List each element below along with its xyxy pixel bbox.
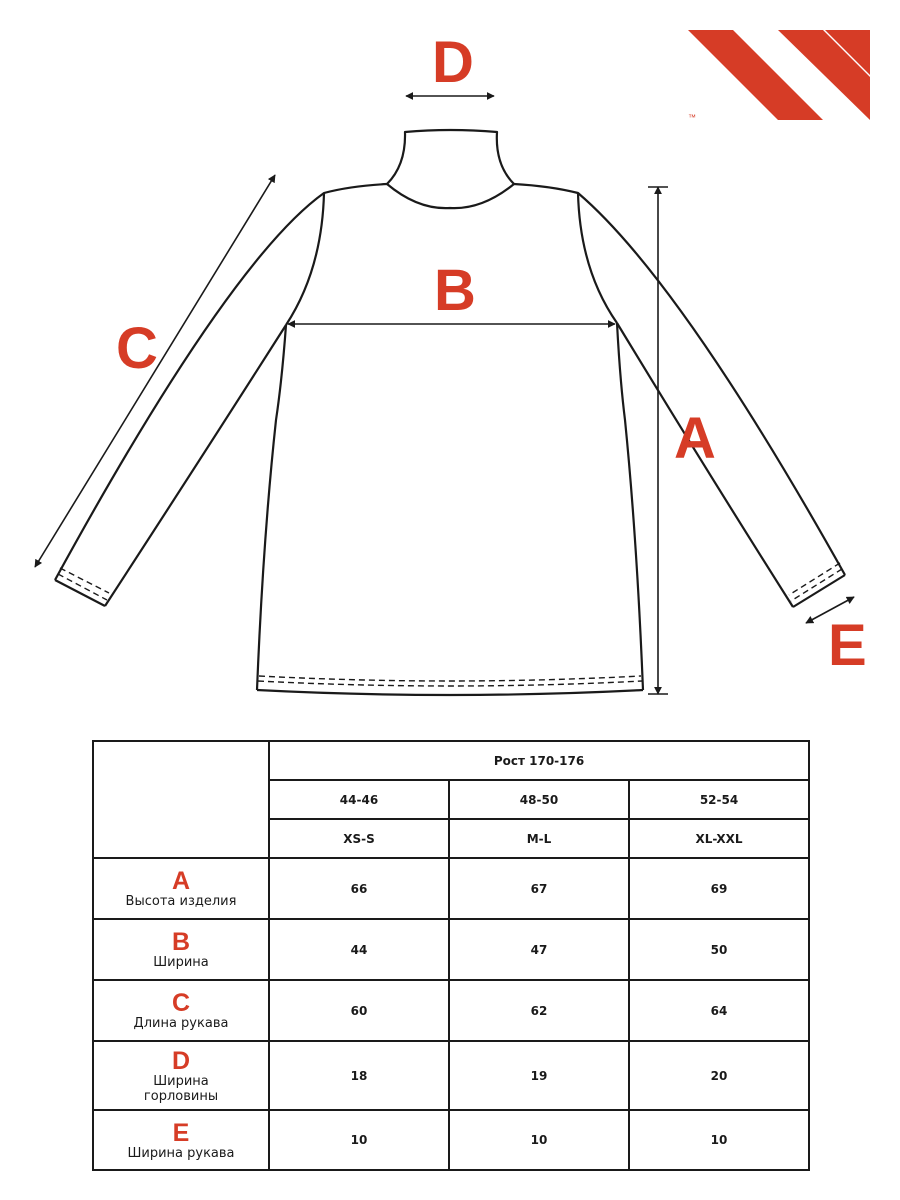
size-ru-cell: 52-54: [629, 780, 809, 819]
row-label-cell: [93, 1110, 269, 1170]
value-cell: 50: [629, 919, 809, 980]
value-cell: 10: [449, 1110, 629, 1170]
size-ru-cell: 48-50: [449, 780, 629, 819]
value-cell: 18: [269, 1041, 449, 1110]
value-cell: 44: [269, 919, 449, 980]
row-label-cell: [93, 858, 269, 919]
value-cell: 60: [269, 980, 449, 1041]
table-corner-cell: [93, 741, 269, 858]
value-cell: 67: [449, 858, 629, 919]
value-cell: 19: [449, 1041, 629, 1110]
table-row: [93, 1041, 809, 1110]
row-letter: A: [171, 867, 191, 895]
dimension-label-b: B: [434, 258, 476, 323]
size-table: [92, 740, 810, 1171]
dimension-label-e: E: [828, 613, 867, 678]
row-name: Высота изделия: [125, 894, 237, 909]
table-row: [93, 858, 809, 919]
row-letter: D: [171, 1046, 191, 1075]
row-name: Длина рукава: [133, 1016, 229, 1031]
table-header-row-height: [93, 741, 809, 780]
row-label-cell: [93, 1041, 269, 1110]
dimension-label-a: A: [674, 406, 716, 471]
dimension-label-d: D: [432, 30, 474, 95]
row-name: Ширина горловины: [143, 1073, 219, 1104]
size-intl-cell: XL-XXL: [629, 819, 809, 858]
value-cell: 69: [629, 858, 809, 919]
trademark-symbol: ™: [688, 113, 696, 122]
size-ru-cell: 44-46: [269, 780, 449, 819]
value-cell: 10: [269, 1110, 449, 1170]
size-intl-cell: XS-S: [269, 819, 449, 858]
row-name: Ширина: [153, 955, 209, 970]
value-cell: 66: [269, 858, 449, 919]
value-cell: 64: [629, 980, 809, 1041]
row-letter: B: [171, 928, 191, 956]
dimension-label-c: C: [116, 316, 158, 381]
row-label-cell: [93, 919, 269, 980]
value-cell: 47: [449, 919, 629, 980]
table-row: [93, 919, 809, 980]
stitching: [58, 563, 842, 686]
size-intl-cell: M-L: [449, 819, 629, 858]
row-name: Ширина рукава: [127, 1145, 235, 1161]
row-letter: C: [171, 989, 191, 1017]
height-header: Рост 170-176: [269, 741, 809, 780]
value-cell: 62: [449, 980, 629, 1041]
value-cell: 20: [629, 1041, 809, 1110]
row-letter: E: [172, 1118, 190, 1147]
brand-logo: [688, 30, 870, 120]
sweater-outline: [55, 130, 845, 695]
table-row: [93, 1110, 809, 1170]
value-cell: 10: [629, 1110, 809, 1170]
table-row: [93, 980, 809, 1041]
row-label-cell: [93, 980, 269, 1041]
